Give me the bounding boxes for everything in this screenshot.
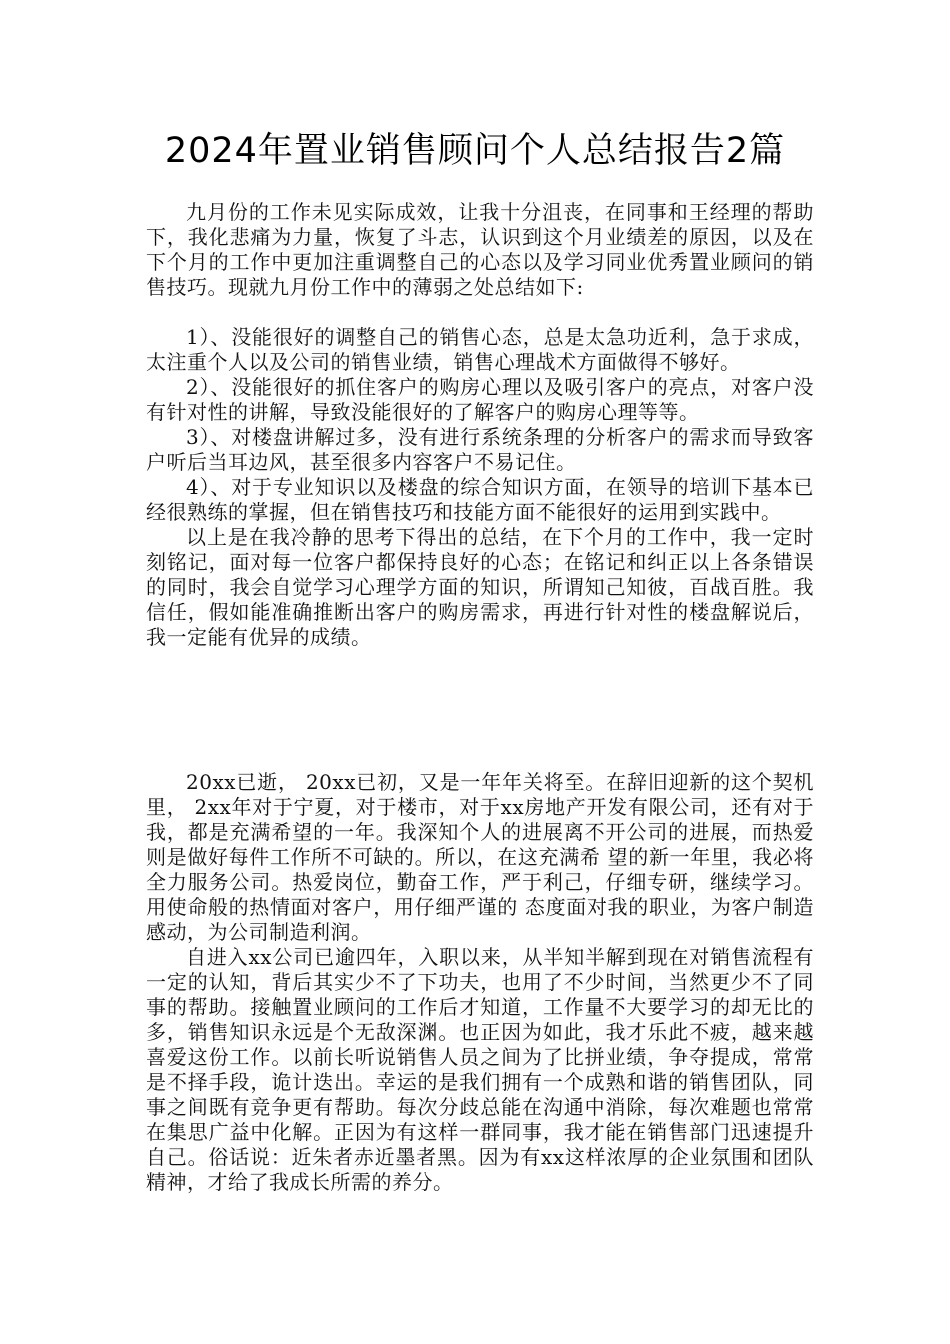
report-section-1 (146, 200, 814, 650)
summary-item-4: 4）、对于专业知识以及楼盘的综合知识方面，在领导的培训下基本已经很熟练的掌握，但在销售技巧和技能方面不能很好的运用到实践中。 (146, 475, 814, 524)
document-title: 2024年置业销售顾问个人总结报告2篇 (164, 131, 786, 171)
paragraph-gap (146, 300, 814, 325)
intro-paragraph: 九月份的工作未见实际成效，让我十分沮丧，在同事和王经理的帮助下，我化悲痛为力量，恢复了斗志，认识到这个月业绩差的原因，以及在下个月的工作中更加注重调整自己的心态以及学习同业优秀置业顾问的销售技巧。现就九月份工作中的薄弱之处总结如下: (146, 200, 814, 299)
report-section-2 (146, 770, 814, 1195)
section2-paragraph-2: 自进入xx公司已逾四年，入职以来，从半知半解到现在对销售流程有一定的认知，背后其实少不了下功夫，也用了不少时间，当然更少不了同事的帮助。接触置业顾问的工作后才知道，工作量不大要学习的却无比的多，销售知识永远是个无敌深渊。也正因为如此，我才乐此不疲，越来越喜爱这份工作。以前长听说销售人员之间为了比拼业绩，争夺提成，常常是不择手段，诡计迭出。幸运的是我们拥有一个成熟和谐的销售团队，同事之间既有竞争更有帮助。每次分歧总能在沟通中消除，每次难题也常常在集思广益中化解。正因为有这样一群同事，我才能在销售部门迅速提升自己。俗话说：近朱者赤近墨者黑。因为有xx这样浓厚的企业氛围和团队精神，才给了我成长所需的养分。 (146, 945, 814, 1194)
conclusion-paragraph: 以上是在我冷静的思考下得出的总结，在下个月的工作中，我一定时刻铭记，面对每一位客户都保持良好的心态；在铭记和纠正以上各条错误的同时，我会自觉学习心理学方面的知识，所谓知己知彼，百战百胜。我信任，假如能准确推断出客户的购房需求，再进行针对性的楼盘解说后，我一定能有优异的成绩。 (146, 525, 814, 649)
summary-item-2: 2）、没能很好的抓住客户的购房心理以及吸引客户的亮点，对客户没有针对性的讲解，导致没能很好的了解客户的购房心理等等。 (146, 375, 814, 424)
section2-paragraph-1: 20xx已逝， 20xx已初，又是一年年关将至。在辞旧迎新的这个契机里， 2xx年对于宁夏，对于楼市，对于xx房地产开发有限公司，还有对于我，都是充满希望的一年。我深知个人的进展离不开公司的进展，而热爱则是做好每件工作所不可缺的。所以，在这充满希 望的新一年里，我必将全力服务公司。热爱岗位，勤奋工作，严于利己，仔细专研，继续学习。用使命般的热情面对客户，用仔细严谨的 态度面对我的职业，为客户制造感动，为公司制造利润。 (146, 770, 814, 944)
summary-item-1: 1）、没能很好的调整自己的销售心态，总是太急功近利，急于求成，太注重个人以及公司的销售业绩，销售心理战术方面做得不够好。 (146, 325, 814, 374)
summary-item-3: 3）、对楼盘讲解过多，没有进行系统条理的分析客户的需求而导致客户听后当耳边风，甚至很多内容客户不易记住。 (146, 425, 814, 474)
